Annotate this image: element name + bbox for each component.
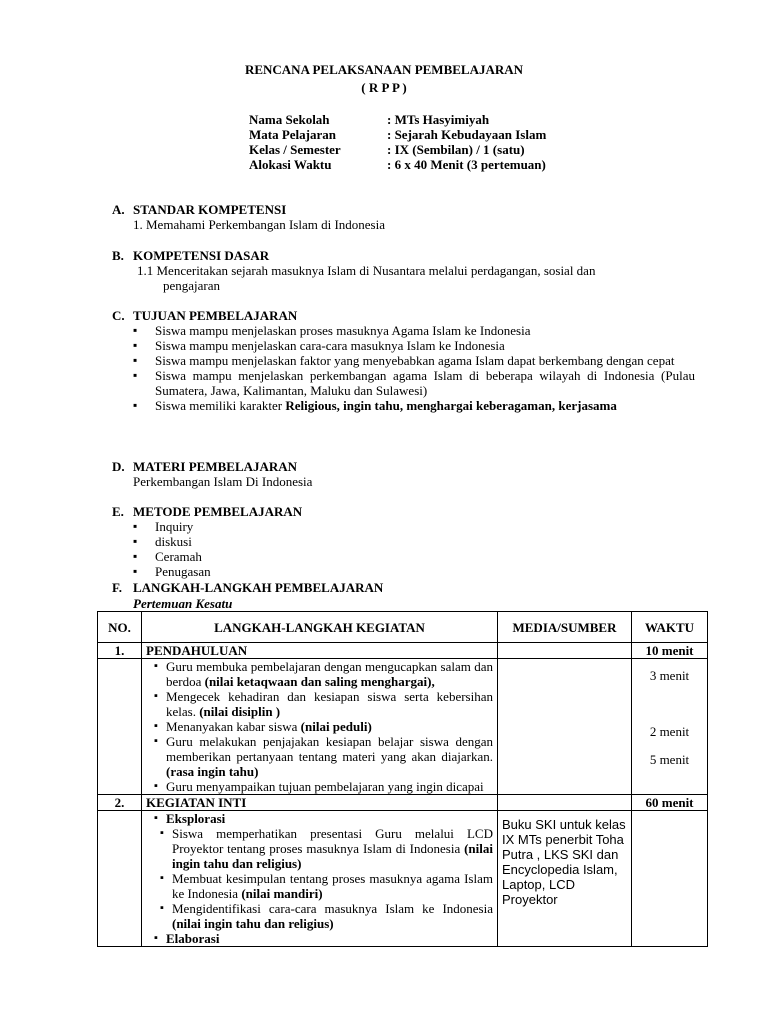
row-times: [632, 659, 708, 795]
section-b-heading: [112, 248, 712, 263]
time-value: 3 menit: [649, 668, 690, 683]
list-item-text: Guru melakukan penjajakan kesiapan belajar siswa dengan memberikan pertanyaan tentang materi yang akan diajarkan.: [166, 734, 493, 764]
identity-label: Kelas / Semester: [249, 142, 341, 157]
document-title: RENCANA PELAKSANAAN PEMBELAJARAN: [244, 62, 524, 77]
kompetensi-dasar-line2: pengajaran: [163, 278, 221, 293]
list-item-text: Guru menyampaikan tujuan pembelajaran yang ingin dicapai: [166, 779, 484, 794]
section-title: STANDAR KOMPETENSI: [133, 202, 287, 217]
identity-row: [249, 142, 546, 157]
section-title: KOMPETENSI DASAR: [133, 248, 270, 263]
table-row: [98, 659, 708, 795]
row-media: [498, 659, 632, 795]
list-item-text: Siswa memiliki karakter: [155, 398, 286, 413]
materi-item: Perkembangan Islam Di Indonesia: [133, 474, 313, 489]
row-time: [632, 811, 708, 947]
section-letter: D.: [112, 459, 125, 474]
section-title: LANGKAH-LANGKAH PEMBELAJARAN: [133, 580, 384, 595]
row-title: PENDAHULUAN: [142, 643, 498, 659]
section-title: TUJUAN PEMBELAJARAN: [133, 308, 298, 323]
time-value: 5 menit: [649, 752, 690, 767]
header-time: WAKTU: [632, 612, 708, 643]
group-label: ▪ Elaborasi: [146, 931, 493, 946]
steps-list: [146, 826, 493, 931]
list-item: ▪ Siswa mampu menjelaskan faktor yang menyebabkan agama Islam dapat berkembang dengan cepat: [133, 353, 695, 368]
list-item: ▪ Inquiry: [133, 519, 695, 534]
section-c-heading: [112, 308, 712, 323]
kompetensi-dasar-line1: 1.1 Menceritakan sejarah masuknya Islam di Nusantara melalui perdagangan, sosial dan: [137, 263, 596, 278]
section-title: MATERI PEMBELAJARAN: [133, 459, 298, 474]
metode-list: [133, 519, 695, 579]
list-item: [146, 689, 493, 719]
table-row: [98, 643, 708, 659]
table-row: [98, 811, 708, 947]
list-item-text: Guru membuka pembelajaran dengan mengucapkan salam dan berdoa: [166, 659, 493, 689]
table-header-row: [98, 612, 708, 643]
identity-row: [249, 127, 546, 142]
section-d-heading: [112, 459, 712, 474]
row-media: [498, 795, 632, 811]
steps-group: [146, 931, 493, 946]
list-item-text: Membuat kesimpulan tentang proses masuknya agama Islam ke Indonesia: [172, 871, 493, 901]
list-item: ▪ Siswa mampu menjelaskan cara-cara masuknya Islam ke Indonesia: [133, 338, 695, 353]
identity-label: Alokasi Waktu: [249, 157, 332, 172]
header-no: NO.: [98, 612, 142, 643]
identity-value: : MTs Hasyimiyah: [387, 112, 490, 127]
list-item: ▪ Siswa mampu menjelaskan perkembangan agama Islam di beberapa wilayah di Indonesia (Pulau Sumatera, Jawa, Kalimantan, Maluku dan Sulawesi): [133, 368, 695, 398]
row-steps: [142, 811, 498, 947]
row-title: KEGIATAN INTI: [142, 795, 498, 811]
identity-row: [249, 157, 546, 172]
identity-value: : IX (Sembilan) / 1 (satu): [387, 142, 525, 157]
list-item: [146, 826, 493, 871]
row-media: Buku SKI untuk kelas IX MTs penerbit Toha Putra , LKS SKI dan Encyclopedia Islam, Laptop, LCD Proyektor: [498, 811, 632, 947]
header-media: MEDIA/SUMBER: [498, 612, 632, 643]
list-item: [146, 719, 493, 734]
identity-label: Nama Sekolah: [249, 112, 330, 127]
list-item: ▪ Ceramah: [133, 549, 695, 564]
section-f-heading: [112, 580, 712, 595]
list-item: [133, 398, 695, 413]
list-item-bold: (nilai mandiri): [241, 886, 323, 901]
section-letter: E.: [112, 504, 124, 519]
row-no: [98, 811, 142, 947]
list-item: [146, 779, 493, 794]
section-letter: C.: [112, 308, 125, 323]
section-letter: F.: [112, 580, 122, 595]
section-letter: A.: [112, 202, 125, 217]
row-time: 10 menit: [632, 643, 708, 659]
identity-value: : 6 x 40 Menit (3 pertemuan): [387, 157, 546, 172]
list-item-text: Mengecek kehadiran dan kesiapan siswa serta kebersihan kelas.: [166, 689, 493, 719]
list-item-bold: (nilai peduli): [300, 719, 372, 734]
document-subtitle: ( R P P ): [361, 80, 407, 95]
list-item: [146, 659, 493, 689]
section-e-heading: [112, 504, 712, 519]
list-item: [146, 734, 493, 779]
list-item-bold: Religious, ingin tahu, menghargai keberagaman, kerjasama: [285, 398, 617, 413]
section-letter: B.: [112, 248, 124, 263]
steps-table: [97, 611, 708, 947]
row-time: 60 menit: [632, 795, 708, 811]
group-label: ▪ Eksplorasi: [146, 811, 493, 826]
identity-value: : Sejarah Kebudayaan Islam: [387, 127, 547, 142]
row-no: [98, 659, 142, 795]
table-row: [98, 795, 708, 811]
time-value: 2 menit: [649, 724, 690, 739]
list-item: ▪ Siswa mampu menjelaskan proses masuknya Agama Islam ke Indonesia: [133, 323, 695, 338]
list-item-bold: (rasa ingin tahu): [166, 764, 259, 779]
list-item-bold: (nilai ingin tahu dan religius): [172, 916, 334, 931]
list-item: [146, 901, 493, 931]
identity-block: [249, 112, 546, 172]
section-title: METODE PEMBELAJARAN: [133, 504, 303, 519]
steps-group: [146, 811, 493, 826]
standar-kompetensi-item: 1. Memahami Perkembangan Islam di Indonesia: [133, 217, 385, 232]
row-no: 1.: [98, 643, 142, 659]
list-item-text: Siswa memperhatikan presentasi Guru melalui LCD Proyektor tentang proses masuknya Islam di Indonesia: [172, 826, 493, 856]
section-a-heading: [112, 202, 712, 217]
row-no: 2.: [98, 795, 142, 811]
header-steps: LANGKAH-LANGKAH KEGIATAN: [142, 612, 498, 643]
identity-row: [249, 112, 546, 127]
list-item: [146, 871, 493, 901]
list-item: ▪ diskusi: [133, 534, 695, 549]
row-steps: [142, 659, 498, 795]
tujuan-list: [133, 323, 695, 413]
row-media: [498, 643, 632, 659]
steps-list: [146, 659, 493, 794]
meeting-subtitle: Pertemuan Kesatu: [133, 596, 233, 611]
list-item-text: Mengidentifikasi cara-cara masuknya Islam ke Indonesia: [172, 901, 493, 916]
list-item-bold: (nilai ingin tahu dan religius): [172, 841, 493, 871]
identity-label: Mata Pelajaran: [249, 127, 337, 142]
list-item: ▪ Penugasan: [133, 564, 695, 579]
list-item-bold: (nilai ketaqwaan dan saling menghargai),: [204, 674, 435, 689]
list-item-bold: (nilai disiplin ): [199, 704, 281, 719]
list-item-text: Menanyakan kabar siswa: [166, 719, 301, 734]
